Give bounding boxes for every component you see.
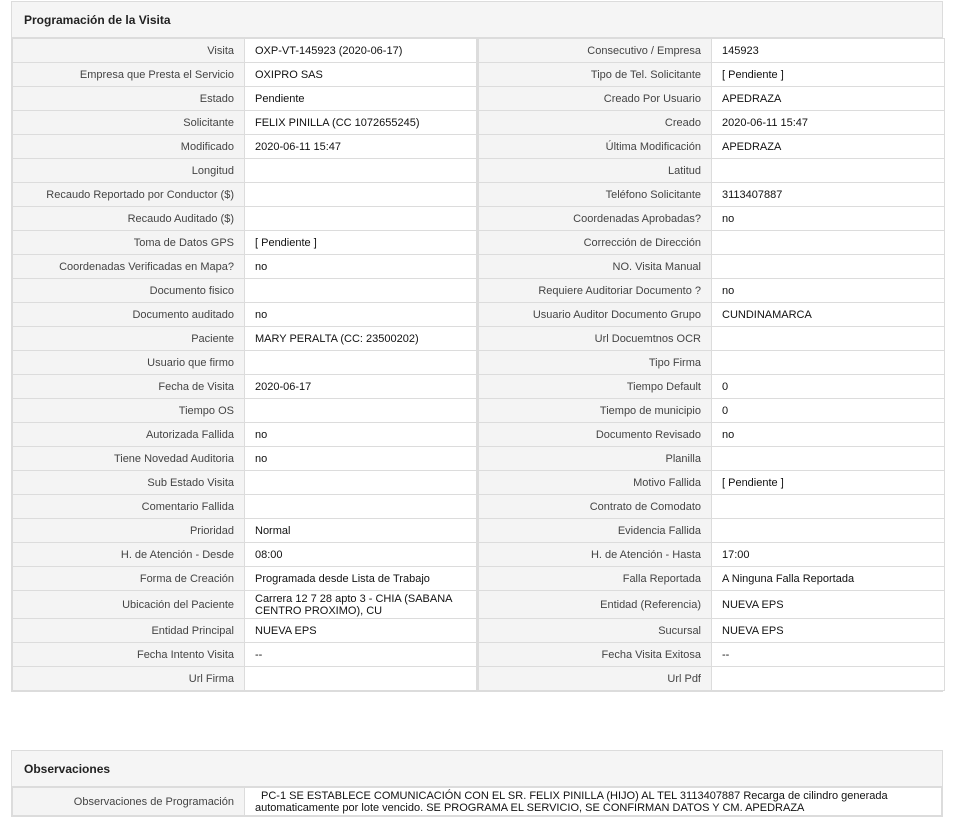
sucursal-value: NUEVA EPS [712,619,945,643]
usuario-auditor-documento-grupo-value: CUNDINAMARCA [712,303,945,327]
tipo-firma-value [712,351,945,375]
usuario-que-firmo-label: Usuario que firmo [13,351,245,375]
falla-reportada-label: Falla Reportada [478,567,712,591]
visita-label: Visita [13,39,245,63]
planilla-value [712,447,945,471]
prioridad-label: Prioridad [13,519,245,543]
contrato-de-comodato-value [712,495,945,519]
detail-row [13,543,945,567]
fecha-de-visita-value: 2020-06-17 [245,375,478,399]
toma-de-datos-gps-label: Toma de Datos GPS [13,231,245,255]
empresa-que-presta-el-servicio-label: Empresa que Presta el Servicio [13,63,245,87]
toma-de-datos-gps-value: [ Pendiente ] [245,231,478,255]
detail-row [13,375,945,399]
detail-row [13,495,945,519]
documento-auditado-label: Documento auditado [13,303,245,327]
comentario-fallida-label: Comentario Fallida [13,495,245,519]
documento-revisado-label: Documento Revisado [478,423,712,447]
sub-estado-visita-value [245,471,478,495]
creado-por-usuario-label: Creado Por Usuario [478,87,712,111]
entidad-principal-label: Entidad Principal [13,619,245,643]
observations-value: PC-1 SE ESTABLECE COMUNICACIÓN CON EL SR. FELIX PINILLA (HIJO) AL TEL 3113407887 Recarga de cilindro generada automaticamente por lote vencido. SE PROGRAMA EL SERVICIO, SE CONFIRMAN DATOS Y CM. APEDRAZA [245,788,942,816]
detail-row [13,63,945,87]
documento-fisico-value [245,279,478,303]
visita-value: OXP-VT-145923 (2020-06-17) [245,39,478,63]
longitud-label: Longitud [13,159,245,183]
detail-row [13,207,945,231]
sub-estado-visita-label: Sub Estado Visita [13,471,245,495]
documento-fisico-label: Documento fisico [13,279,245,303]
tiempo-de-municipio-label: Tiempo de municipio [478,399,712,423]
detail-row [13,87,945,111]
ubicacion-del-paciente-value: Carrera 12 7 28 apto 3 - CHIA (SABANA CENTRO PROXIMO), CU [245,591,478,619]
falla-reportada-value: A Ninguna Falla Reportada [712,567,945,591]
correccion-de-direccion-label: Corrección de Dirección [478,231,712,255]
fecha-intento-visita-label: Fecha Intento Visita [13,643,245,667]
usuario-auditor-documento-grupo-label: Usuario Auditor Documento Grupo [478,303,712,327]
no-visita-manual-value [712,255,945,279]
autorizada-fallida-label: Autorizada Fallida [13,423,245,447]
requiere-auditoriar-documento-value: no [712,279,945,303]
visit-programming-panel [11,1,943,692]
tipo-de-tel-solicitante-value: [ Pendiente ] [712,63,945,87]
detail-row [13,111,945,135]
coordenadas-aprobadas-value: no [712,207,945,231]
detail-row [13,183,945,207]
telefono-solicitante-label: Teléfono Solicitante [478,183,712,207]
ubicacion-del-paciente-label: Ubicación del Paciente [13,591,245,619]
url-firma-label: Url Firma [13,667,245,691]
documento-revisado-value: no [712,423,945,447]
detail-row [13,591,945,619]
visit-details-table [12,38,945,691]
entidad-principal-value: NUEVA EPS [245,619,478,643]
tiempo-os-value [245,399,478,423]
creado-value: 2020-06-11 15:47 [712,111,945,135]
longitud-value [245,159,478,183]
tiene-novedad-auditoria-value: no [245,447,478,471]
forma-de-creacion-value: Programada desde Lista de Trabajo [245,567,478,591]
detail-row [13,619,945,643]
forma-de-creacion-label: Forma de Creación [13,567,245,591]
consecutivo-empresa-value: 145923 [712,39,945,63]
detail-row [13,303,945,327]
detail-row [13,279,945,303]
motivo-fallida-label: Motivo Fallida [478,471,712,495]
estado-value: Pendiente [245,87,478,111]
solicitante-label: Solicitante [13,111,245,135]
sucursal-label: Sucursal [478,619,712,643]
observations-label: Observaciones de Programación [13,788,245,816]
tipo-de-tel-solicitante-label: Tipo de Tel. Solicitante [478,63,712,87]
h-de-atencion-desde-label: H. de Atención - Desde [13,543,245,567]
correccion-de-direccion-value [712,231,945,255]
latitud-label: Latitud [478,159,712,183]
url-pdf-value [712,667,945,691]
detail-row [13,519,945,543]
url-firma-value [245,667,478,691]
requiere-auditoriar-documento-label: Requiere Auditoriar Documento ? [478,279,712,303]
solicitante-value: FELIX PINILLA (CC 1072655245) [245,111,478,135]
usuario-que-firmo-value [245,351,478,375]
coordenadas-aprobadas-label: Coordenadas Aprobadas? [478,207,712,231]
paciente-label: Paciente [13,327,245,351]
observations-title: Observaciones [12,751,942,787]
recaudo-reportado-por-conductor-label: Recaudo Reportado por Conductor ($) [13,183,245,207]
prioridad-value: Normal [245,519,478,543]
url-docuemtnos-ocr-value [712,327,945,351]
detail-row [13,567,945,591]
creado-label: Creado [478,111,712,135]
detail-row [13,39,945,63]
detail-row [13,159,945,183]
detail-row [13,351,945,375]
tiene-novedad-auditoria-label: Tiene Novedad Auditoria [13,447,245,471]
detail-row [13,135,945,159]
detail-row [13,471,945,495]
visit-programming-title: Programación de la Visita [12,2,942,38]
detail-row [13,447,945,471]
visit-details-rows [13,39,945,691]
planilla-label: Planilla [478,447,712,471]
entidad-referencia-label: Entidad (Referencia) [478,591,712,619]
coordenadas-verificadas-en-mapa-value: no [245,255,478,279]
empresa-que-presta-el-servicio-value: OXIPRO SAS [245,63,478,87]
latitud-value [712,159,945,183]
entidad-referencia-value: NUEVA EPS [712,591,945,619]
modificado-value: 2020-06-11 15:47 [245,135,478,159]
url-docuemtnos-ocr-label: Url Docuemtnos OCR [478,327,712,351]
observations-row [13,788,942,816]
evidencia-fallida-value [712,519,945,543]
paciente-value: MARY PERALTA (CC: 23500202) [245,327,478,351]
recaudo-auditado-value [245,207,478,231]
detail-row [13,255,945,279]
fecha-visita-exitosa-label: Fecha Visita Exitosa [478,643,712,667]
observations-table [12,787,942,816]
consecutivo-empresa-label: Consecutivo / Empresa [478,39,712,63]
estado-label: Estado [13,87,245,111]
observations-panel [11,750,943,817]
detail-row [13,399,945,423]
comentario-fallida-value [245,495,478,519]
evidencia-fallida-label: Evidencia Fallida [478,519,712,543]
fecha-intento-visita-value: -- [245,643,478,667]
creado-por-usuario-value: APEDRAZA [712,87,945,111]
tiempo-default-value: 0 [712,375,945,399]
fecha-de-visita-label: Fecha de Visita [13,375,245,399]
tiempo-default-label: Tiempo Default [478,375,712,399]
tiempo-os-label: Tiempo OS [13,399,245,423]
h-de-atencion-desde-value: 08:00 [245,543,478,567]
fecha-visita-exitosa-value: -- [712,643,945,667]
coordenadas-verificadas-en-mapa-label: Coordenadas Verificadas en Mapa? [13,255,245,279]
documento-auditado-value: no [245,303,478,327]
ultima-modificacion-label: Última Modificación [478,135,712,159]
recaudo-reportado-por-conductor-value [245,183,478,207]
modificado-label: Modificado [13,135,245,159]
recaudo-auditado-label: Recaudo Auditado ($) [13,207,245,231]
h-de-atencion-hasta-label: H. de Atención - Hasta [478,543,712,567]
no-visita-manual-label: NO. Visita Manual [478,255,712,279]
detail-row [13,667,945,691]
detail-row [13,231,945,255]
ultima-modificacion-value: APEDRAZA [712,135,945,159]
contrato-de-comodato-label: Contrato de Comodato [478,495,712,519]
detail-row [13,423,945,447]
detail-row [13,327,945,351]
tipo-firma-label: Tipo Firma [478,351,712,375]
detail-row [13,643,945,667]
telefono-solicitante-value: 3113407887 [712,183,945,207]
h-de-atencion-hasta-value: 17:00 [712,543,945,567]
tiempo-de-municipio-value: 0 [712,399,945,423]
url-pdf-label: Url Pdf [478,667,712,691]
motivo-fallida-value: [ Pendiente ] [712,471,945,495]
autorizada-fallida-value: no [245,423,478,447]
